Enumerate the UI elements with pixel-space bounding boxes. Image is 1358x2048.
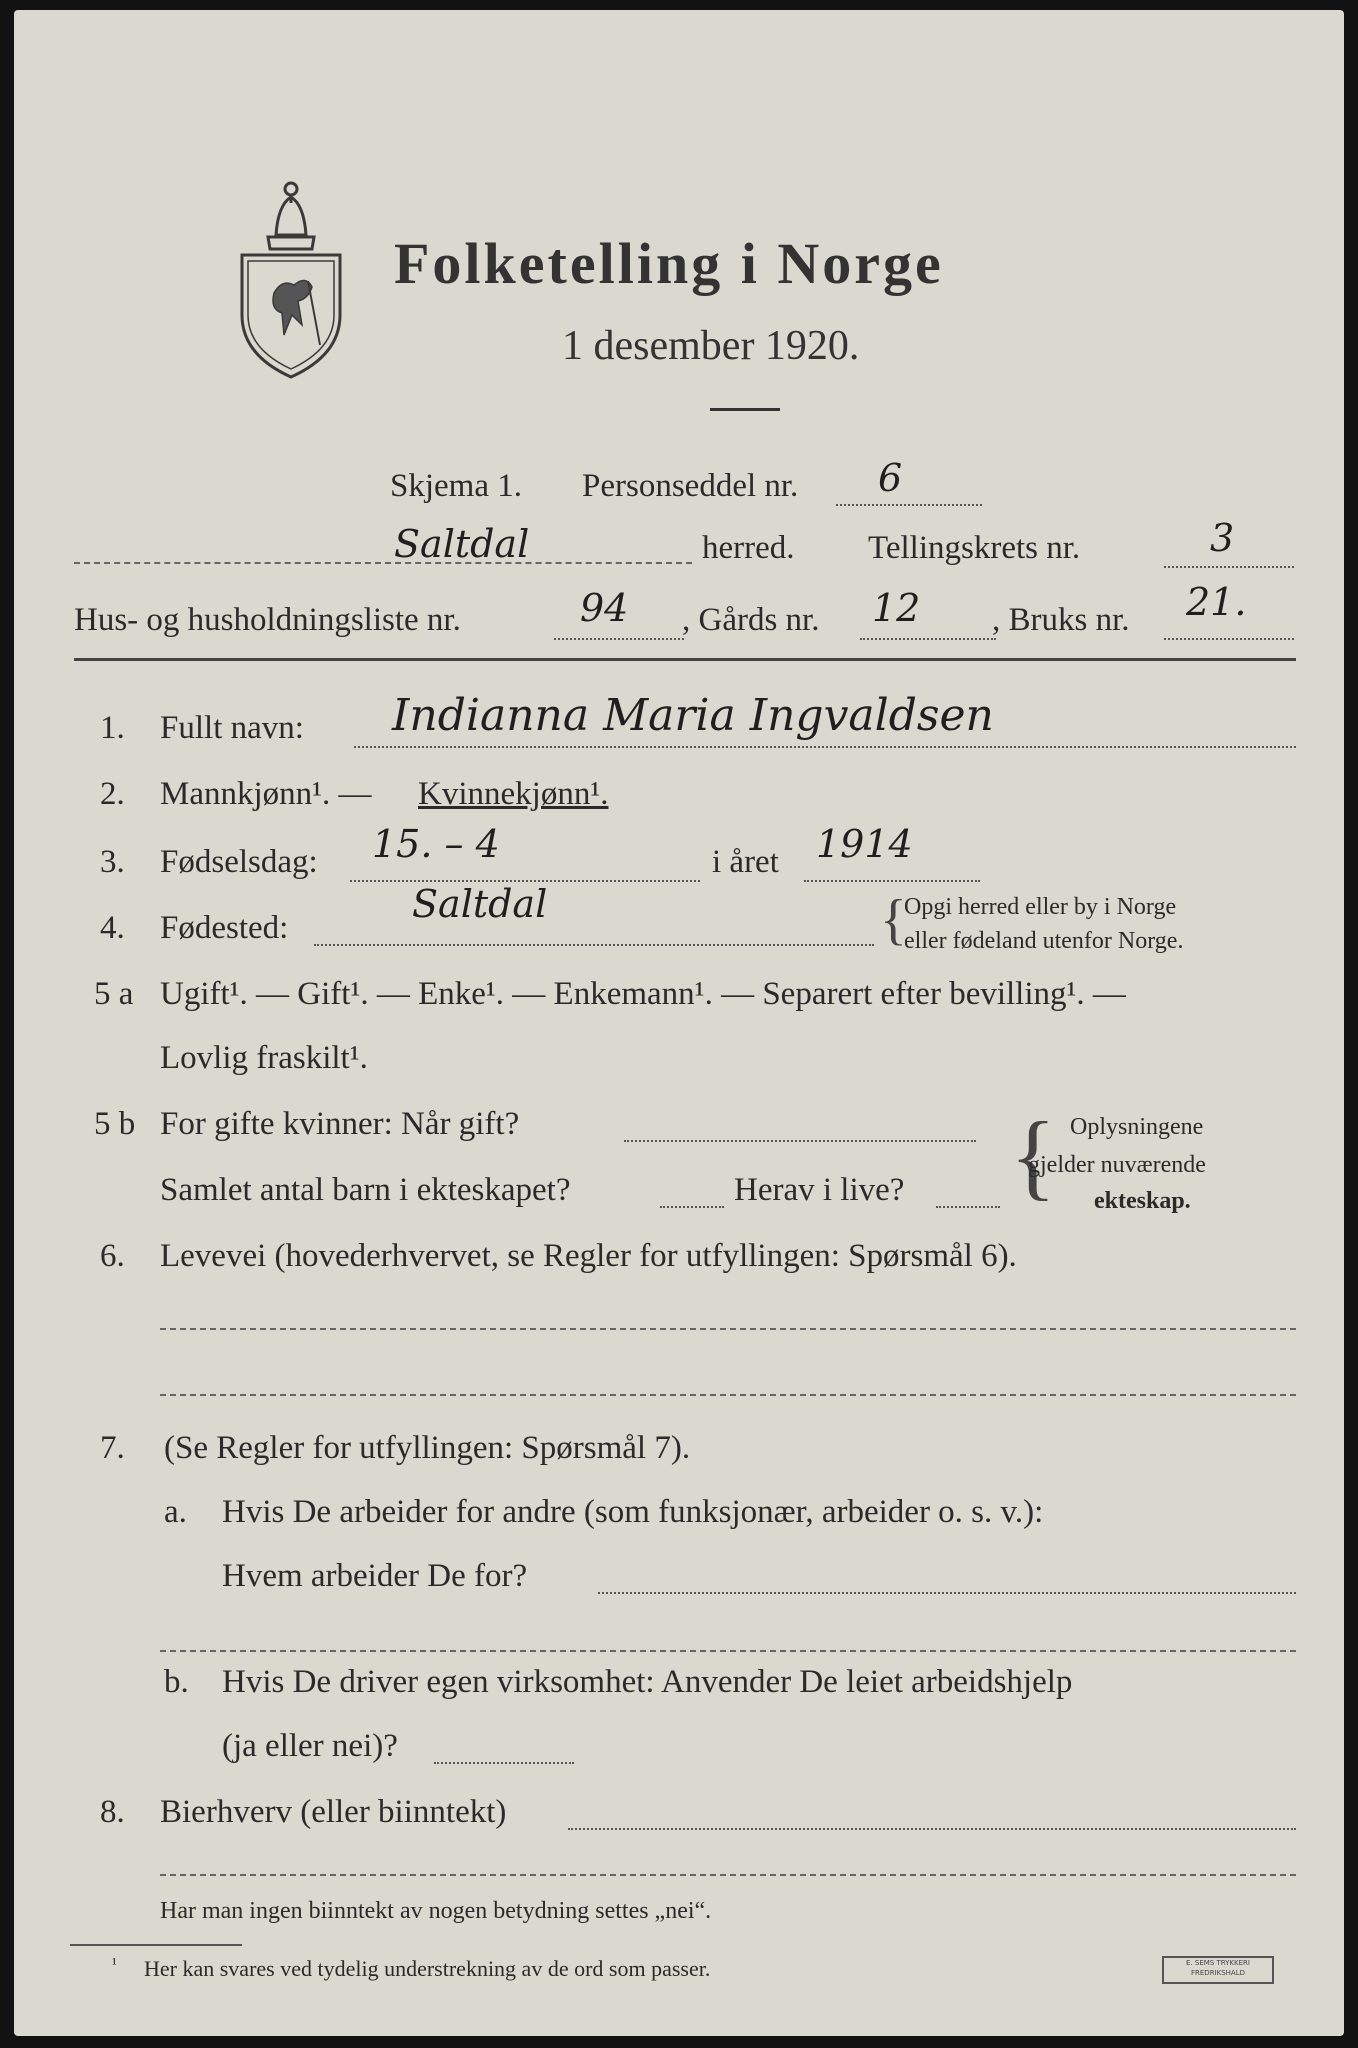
census-form-page	[14, 10, 1344, 2036]
q4-note-2: eller fødeland utenfor Norge.	[904, 928, 1184, 954]
q5a-text-2: Lovlig fraskilt¹.	[160, 1040, 368, 1076]
q7a-line-1	[598, 1592, 1296, 1594]
q4-note-1: Opgi herred eller by i Norge	[904, 894, 1177, 920]
tellingskrets-value: 3	[1210, 516, 1235, 560]
q2-kvinne: Kvinnekjønn¹.	[418, 776, 609, 812]
gards-label: , Gårds nr.	[682, 602, 820, 638]
q6-line-1	[160, 1328, 1296, 1330]
q7b-line	[434, 1762, 574, 1764]
q8-line-2	[160, 1874, 1296, 1876]
q3-label: Fødselsdag:	[160, 844, 318, 880]
tellingskrets-label: Tellingskrets nr.	[868, 530, 1081, 566]
q5a-text: Ugift¹. — Gift¹. — Enke¹. — Enkemann¹. — Separert efter bevilling¹. —	[160, 976, 1126, 1012]
q2-number: 2.	[100, 776, 125, 812]
q3-year-line	[804, 880, 980, 882]
gards-value: 12	[872, 586, 921, 630]
q3-year-value: 1914	[816, 822, 913, 866]
q1-label: Fullt navn:	[160, 710, 304, 746]
herred-line	[74, 562, 692, 564]
q7b-text-2: (ja eller nei)?	[222, 1728, 398, 1764]
q7b-text: Hvis De driver egen virksomhet: Anvender De leiet arbeidshjelp	[222, 1664, 1073, 1700]
q8-text: Bierhverv (eller biinntekt)	[160, 1794, 507, 1830]
husliste-line	[554, 638, 684, 640]
q5b-when-line	[624, 1140, 976, 1142]
q1-line	[354, 746, 1296, 748]
q5b-children-line	[660, 1206, 724, 1208]
q4-number: 4.	[100, 910, 125, 946]
q7a-letter: a.	[164, 1494, 187, 1530]
q5b-brace: {	[1010, 1102, 1057, 1209]
q4-line	[314, 944, 874, 946]
form-subtitle: 1 desember 1920.	[562, 323, 860, 369]
q4-brace: {	[880, 889, 907, 951]
q5b-number: 5 b	[94, 1106, 136, 1142]
title-divider	[710, 408, 780, 411]
personseddel-line	[836, 504, 982, 506]
q4-value: Saltdal	[412, 882, 548, 926]
q5b-note-3: ekteskap.	[1094, 1188, 1191, 1214]
q7a-line-2	[160, 1650, 1296, 1652]
personseddel-label: Personseddel nr.	[582, 468, 799, 504]
q5b-alive-line	[936, 1206, 1000, 1208]
husliste-value: 94	[580, 586, 629, 630]
q5a-number: 5 a	[94, 976, 134, 1012]
q1-value: Indianna Maria Ingvaldsen	[392, 690, 994, 741]
q8-number: 8.	[100, 1794, 125, 1830]
q7b-letter: b.	[164, 1664, 189, 1700]
bruks-label: , Bruks nr.	[992, 602, 1130, 638]
q4-label: Fødested:	[160, 910, 289, 946]
footnote-text: Her kan svares ved tydelig understrekning av de ord som passer.	[144, 1956, 711, 1981]
q3-value: 15. – 4	[372, 822, 500, 866]
coat-of-arms-icon	[228, 175, 354, 385]
herred-label: herred.	[702, 530, 795, 566]
q5b-note-1: Oplysningene	[1070, 1114, 1204, 1140]
q7a-text-2: Hvem arbeider De for?	[222, 1558, 528, 1594]
header-rule	[74, 658, 1296, 661]
tellingskrets-line	[1164, 566, 1294, 568]
q2-mann: Mannkjønn¹. —	[160, 776, 372, 812]
skjema-label: Skjema 1.	[390, 468, 522, 504]
footer-note: Har man ingen biinntekt av nogen betydning settes „nei“.	[160, 1898, 712, 1924]
bruks-line	[1164, 638, 1294, 640]
gards-line	[860, 638, 996, 640]
q5b-text-3: Herav i live?	[734, 1172, 905, 1208]
husliste-label: Hus- og husholdningsliste nr.	[74, 602, 461, 638]
q6-number: 6.	[100, 1238, 125, 1274]
q1-number: 1.	[100, 710, 125, 746]
personseddel-value: 6	[878, 456, 903, 500]
printer-stamp: E. SEMS TRYKKERI FREDRIKSHALD	[1162, 1956, 1274, 1984]
footnote-rule	[70, 1944, 242, 1946]
q3-year-label: i året	[712, 844, 779, 880]
form-title: Folketelling i Norge	[394, 231, 944, 296]
q8-line-1	[568, 1828, 1296, 1830]
q6-text: Levevei (hovederhvervet, se Regler for utfyllingen: Spørsmål 6).	[160, 1238, 1017, 1274]
q7-number: 7.	[100, 1430, 125, 1466]
q3-number: 3.	[100, 844, 125, 880]
q5b-text-2: Samlet antal barn i ekteskapet?	[160, 1172, 571, 1208]
footnote-mark: ¹	[112, 1956, 117, 1973]
q5b-text: For gifte kvinner: Når gift?	[160, 1106, 520, 1142]
bruks-value: 21.	[1186, 580, 1247, 624]
herred-value: Saltdal	[394, 522, 530, 566]
q7a-text: Hvis De arbeider for andre (som funksjonær, arbeider o. s. v.):	[222, 1494, 1044, 1530]
q6-line-2	[160, 1394, 1296, 1396]
q7-text: (Se Regler for utfyllingen: Spørsmål 7).	[164, 1430, 691, 1466]
q5b-note-2: gjelder nuværende	[1028, 1152, 1206, 1178]
